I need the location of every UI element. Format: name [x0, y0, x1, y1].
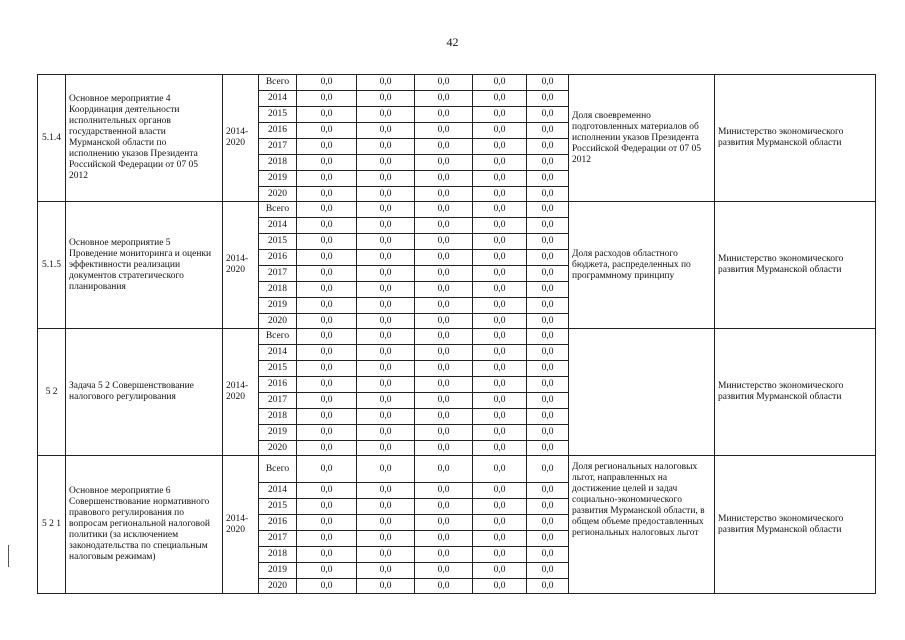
responsible-ministry: Министерство экономического развития Мурманской области	[715, 329, 876, 456]
activity-name: Основное мероприятие 5 Проведение мониторинга и оценки эффективности реализации документов стратегического планирования	[66, 202, 223, 329]
value-cell: 0,0	[415, 155, 473, 171]
value-cell: 0,0	[415, 456, 473, 483]
value-cell: 0,0	[357, 345, 415, 361]
value-cell: 0,0	[527, 361, 569, 377]
value-cell: 0,0	[357, 409, 415, 425]
value-cell: 0,0	[357, 563, 415, 579]
year-cell: 2020	[259, 314, 297, 329]
value-cell: 0,0	[527, 456, 569, 483]
value-cell: 0,0	[473, 483, 527, 499]
activity-name: Основное мероприятие 4 Координация деятельности исполнительных органов государственной власти Мурманской области по исполнению указов Президента Российской Федерации от 07 05 2012	[66, 75, 223, 202]
value-cell: 0,0	[297, 107, 357, 123]
value-cell: 0,0	[415, 579, 473, 594]
value-cell: 0,0	[473, 266, 527, 282]
value-cell: 0,0	[415, 329, 473, 345]
value-cell: 0,0	[527, 515, 569, 531]
value-cell: 0,0	[473, 361, 527, 377]
value-cell: 0,0	[473, 171, 527, 187]
value-cell: 0,0	[527, 282, 569, 298]
value-cell: 0,0	[297, 579, 357, 594]
year-cell: 2019	[259, 171, 297, 187]
value-cell: 0,0	[297, 515, 357, 531]
value-cell: 0,0	[473, 314, 527, 329]
value-cell: 0,0	[473, 547, 527, 563]
value-cell: 0,0	[357, 547, 415, 563]
value-cell: 0,0	[415, 515, 473, 531]
value-cell: 0,0	[527, 298, 569, 314]
value-cell: 0,0	[297, 345, 357, 361]
value-cell: 0,0	[357, 282, 415, 298]
value-cell: 0,0	[297, 531, 357, 547]
value-cell: 0,0	[415, 75, 473, 91]
value-cell: 0,0	[297, 377, 357, 393]
table-row	[38, 202, 876, 218]
year-cell: 2017	[259, 139, 297, 155]
value-cell: 0,0	[527, 329, 569, 345]
value-cell: 0,0	[297, 171, 357, 187]
value-cell: 0,0	[297, 499, 357, 515]
value-cell: 0,0	[473, 250, 527, 266]
value-cell: 0,0	[527, 409, 569, 425]
value-cell: 0,0	[527, 345, 569, 361]
indicator: Доля расходов областного бюджета, распределенных по программному принципу	[569, 202, 715, 329]
value-cell: 0,0	[473, 425, 527, 441]
value-cell: 0,0	[297, 202, 357, 218]
value-cell: 0,0	[415, 107, 473, 123]
value-cell: 0,0	[357, 499, 415, 515]
value-cell: 0,0	[527, 155, 569, 171]
value-cell: 0,0	[415, 250, 473, 266]
value-cell: 0,0	[357, 123, 415, 139]
table-row	[38, 329, 876, 345]
value-cell: 0,0	[357, 298, 415, 314]
year-cell: 2014	[259, 345, 297, 361]
value-cell: 0,0	[415, 234, 473, 250]
year-cell: Всего	[259, 75, 297, 91]
value-cell: 0,0	[415, 563, 473, 579]
year-cell: 2016	[259, 377, 297, 393]
value-cell: 0,0	[357, 91, 415, 107]
indicator	[569, 329, 715, 456]
value-cell: 0,0	[415, 345, 473, 361]
value-cell: 0,0	[527, 250, 569, 266]
value-cell: 0,0	[357, 393, 415, 409]
value-cell: 0,0	[297, 218, 357, 234]
value-cell: 0,0	[527, 531, 569, 547]
value-cell: 0,0	[297, 282, 357, 298]
year-cell: 2018	[259, 547, 297, 563]
page-number: 42	[446, 35, 459, 49]
value-cell: 0,0	[415, 393, 473, 409]
year-cell: 2015	[259, 234, 297, 250]
value-cell: 0,0	[415, 171, 473, 187]
value-cell: 0,0	[357, 531, 415, 547]
value-cell: 0,0	[297, 187, 357, 202]
value-cell: 0,0	[473, 515, 527, 531]
value-cell: 0,0	[473, 202, 527, 218]
value-cell: 0,0	[297, 456, 357, 483]
row-number: 5 2 1	[38, 456, 66, 594]
value-cell: 0,0	[357, 171, 415, 187]
value-cell: 0,0	[415, 377, 473, 393]
year-cell: 2018	[259, 282, 297, 298]
value-cell: 0,0	[297, 483, 357, 499]
year-cell: 2019	[259, 298, 297, 314]
year-cell: 2017	[259, 266, 297, 282]
value-cell: 0,0	[357, 425, 415, 441]
value-cell: 0,0	[473, 531, 527, 547]
program-activities-table	[37, 74, 876, 594]
value-cell: 0,0	[297, 314, 357, 329]
year-cell: 2015	[259, 107, 297, 123]
value-cell: 0,0	[473, 409, 527, 425]
value-cell: 0,0	[357, 329, 415, 345]
value-cell: 0,0	[357, 361, 415, 377]
year-cell: 2018	[259, 409, 297, 425]
value-cell: 0,0	[527, 234, 569, 250]
value-cell: 0,0	[473, 187, 527, 202]
value-cell: 0,0	[527, 441, 569, 456]
value-cell: 0,0	[297, 409, 357, 425]
value-cell: 0,0	[527, 107, 569, 123]
value-cell: 0,0	[473, 329, 527, 345]
value-cell: 0,0	[415, 499, 473, 515]
value-cell: 0,0	[527, 202, 569, 218]
value-cell: 0,0	[357, 441, 415, 456]
year-cell: 2016	[259, 123, 297, 139]
period: 2014-2020	[223, 456, 259, 594]
indicator: Доля своевременно подготовленных материалов об исполнении указов Президента Российской Федерации от 07 05 2012	[569, 75, 715, 202]
year-cell: 2019	[259, 425, 297, 441]
value-cell: 0,0	[473, 155, 527, 171]
row-number: 5 2	[38, 329, 66, 456]
value-cell: 0,0	[415, 441, 473, 456]
value-cell: 0,0	[527, 579, 569, 594]
value-cell: 0,0	[527, 218, 569, 234]
value-cell: 0,0	[297, 75, 357, 91]
value-cell: 0,0	[415, 409, 473, 425]
value-cell: 0,0	[357, 139, 415, 155]
value-cell: 0,0	[357, 250, 415, 266]
year-cell: 2017	[259, 393, 297, 409]
value-cell: 0,0	[473, 393, 527, 409]
value-cell: 0,0	[473, 218, 527, 234]
value-cell: 0,0	[527, 91, 569, 107]
responsible-ministry: Министерство экономического развития Мурманской области	[715, 75, 876, 202]
value-cell: 0,0	[473, 234, 527, 250]
activity-name: Задача 5 2 Совершенствование налогового регулирования	[66, 329, 223, 456]
value-cell: 0,0	[297, 441, 357, 456]
value-cell: 0,0	[297, 234, 357, 250]
value-cell: 0,0	[357, 187, 415, 202]
value-cell: 0,0	[297, 361, 357, 377]
period: 2014-2020	[223, 329, 259, 456]
value-cell: 0,0	[357, 377, 415, 393]
period: 2014-2020	[223, 75, 259, 202]
value-cell: 0,0	[473, 456, 527, 483]
value-cell: 0,0	[415, 298, 473, 314]
year-cell: 2020	[259, 441, 297, 456]
value-cell: 0,0	[297, 91, 357, 107]
value-cell: 0,0	[415, 202, 473, 218]
value-cell: 0,0	[473, 377, 527, 393]
value-cell: 0,0	[473, 139, 527, 155]
period: 2014-2020	[223, 202, 259, 329]
value-cell: 0,0	[473, 282, 527, 298]
year-cell: 2020	[259, 187, 297, 202]
year-cell: 2015	[259, 361, 297, 377]
value-cell: 0,0	[297, 563, 357, 579]
value-cell: 0,0	[527, 266, 569, 282]
year-cell: 2014	[259, 218, 297, 234]
year-cell: Всего	[259, 329, 297, 345]
value-cell: 0,0	[527, 547, 569, 563]
value-cell: 0,0	[357, 75, 415, 91]
value-cell: 0,0	[357, 155, 415, 171]
value-cell: 0,0	[415, 218, 473, 234]
year-cell: 2020	[259, 579, 297, 594]
value-cell: 0,0	[527, 187, 569, 202]
indicator: Доля региональных налоговых льгот, направленных на достижение целей и задач социально-экономического развития Мурманской области, в общем объеме предоставленных региональных налоговых льгот	[569, 456, 715, 594]
value-cell: 0,0	[415, 483, 473, 499]
value-cell: 0,0	[415, 187, 473, 202]
value-cell: 0,0	[473, 579, 527, 594]
year-cell: 2014	[259, 483, 297, 499]
year-cell: 2019	[259, 563, 297, 579]
value-cell: 0,0	[527, 139, 569, 155]
value-cell: 0,0	[415, 547, 473, 563]
value-cell: 0,0	[297, 329, 357, 345]
row-number: 5.1.5	[38, 202, 66, 329]
value-cell: 0,0	[415, 282, 473, 298]
value-cell: 0,0	[297, 425, 357, 441]
value-cell: 0,0	[357, 266, 415, 282]
year-cell: 2018	[259, 155, 297, 171]
year-cell: 2014	[259, 91, 297, 107]
value-cell: 0,0	[527, 563, 569, 579]
table-row	[38, 75, 876, 91]
value-cell: 0,0	[527, 314, 569, 329]
value-cell: 0,0	[473, 499, 527, 515]
table-row	[38, 456, 876, 483]
value-cell: 0,0	[357, 218, 415, 234]
value-cell: 0,0	[357, 314, 415, 329]
value-cell: 0,0	[357, 456, 415, 483]
value-cell: 0,0	[415, 425, 473, 441]
year-cell: 2017	[259, 531, 297, 547]
year-cell: 2016	[259, 250, 297, 266]
value-cell: 0,0	[297, 155, 357, 171]
value-cell: 0,0	[527, 377, 569, 393]
value-cell: 0,0	[297, 139, 357, 155]
value-cell: 0,0	[527, 75, 569, 91]
value-cell: 0,0	[415, 123, 473, 139]
year-cell: Всего	[259, 202, 297, 218]
row-number: 5.1.4	[38, 75, 66, 202]
responsible-ministry: Министерство экономического развития Мурманской области	[715, 202, 876, 329]
value-cell: 0,0	[357, 107, 415, 123]
value-cell: 0,0	[357, 234, 415, 250]
value-cell: 0,0	[357, 202, 415, 218]
responsible-ministry: Министерство экономического развития Мурманской области	[715, 456, 876, 594]
value-cell: 0,0	[357, 483, 415, 499]
value-cell: 0,0	[473, 563, 527, 579]
value-cell: 0,0	[297, 298, 357, 314]
value-cell: 0,0	[357, 579, 415, 594]
value-cell: 0,0	[297, 547, 357, 563]
activity-name: Основное мероприятие 6 Совершенствование нормативного правового регулирования по вопросам региональной налоговой политики (за исключением законодательства по специальным налоговым режимам)	[66, 456, 223, 594]
value-cell: 0,0	[297, 266, 357, 282]
value-cell: 0,0	[297, 250, 357, 266]
value-cell: 0,0	[357, 515, 415, 531]
value-cell: 0,0	[415, 266, 473, 282]
value-cell: 0,0	[297, 393, 357, 409]
value-cell: 0,0	[527, 425, 569, 441]
value-cell: 0,0	[415, 314, 473, 329]
year-cell: Всего	[259, 456, 297, 483]
value-cell: 0,0	[473, 345, 527, 361]
value-cell: 0,0	[527, 171, 569, 187]
value-cell: 0,0	[473, 298, 527, 314]
value-cell: 0,0	[473, 441, 527, 456]
margin-mark	[8, 545, 9, 567]
value-cell: 0,0	[527, 483, 569, 499]
year-cell: 2016	[259, 515, 297, 531]
value-cell: 0,0	[415, 139, 473, 155]
value-cell: 0,0	[415, 91, 473, 107]
value-cell: 0,0	[473, 123, 527, 139]
value-cell: 0,0	[473, 75, 527, 91]
value-cell: 0,0	[527, 123, 569, 139]
value-cell: 0,0	[527, 393, 569, 409]
value-cell: 0,0	[527, 499, 569, 515]
value-cell: 0,0	[415, 531, 473, 547]
value-cell: 0,0	[415, 361, 473, 377]
value-cell: 0,0	[297, 123, 357, 139]
value-cell: 0,0	[473, 107, 527, 123]
year-cell: 2015	[259, 499, 297, 515]
value-cell: 0,0	[473, 91, 527, 107]
